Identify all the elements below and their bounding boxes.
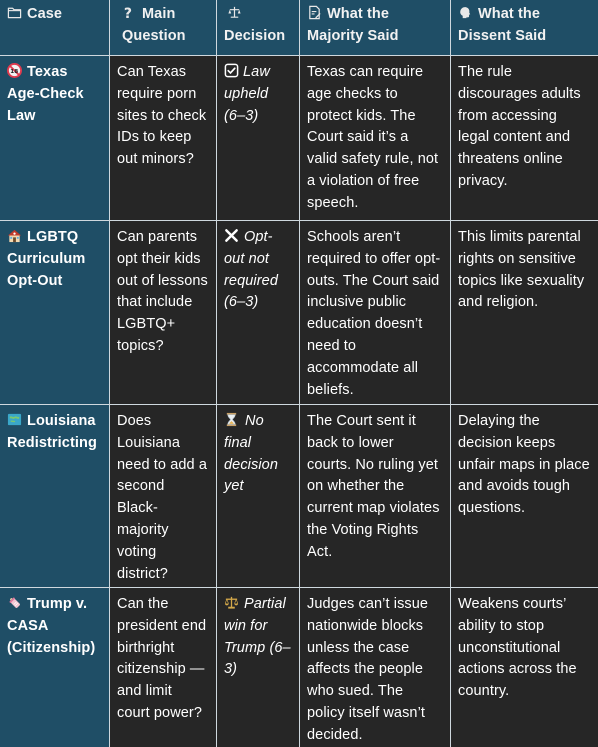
- hourglass-icon: [224, 412, 239, 427]
- decision-text: Partial win for Trump (6–3): [224, 596, 291, 678]
- question-cell: Does Louisiana need to add a second Black-majority voting district?: [110, 405, 217, 587]
- header-dissent-line1: What the: [478, 6, 541, 22]
- question-cell: Can the president end birthright citizenship — and limit court power?: [110, 588, 217, 747]
- majority-cell: Texas can require age checks to protect kids. The Court said it’s a valid safety rule, not a violation of free speech.: [300, 56, 451, 220]
- header-majority-line2: Majority Said: [307, 28, 399, 44]
- decision-cell: [217, 588, 300, 747]
- question-mark-icon: [122, 5, 137, 20]
- scales-icon: [224, 595, 239, 610]
- header-dissent-line2: Dissent Said: [458, 28, 547, 44]
- svg-text:?: ?: [123, 6, 133, 20]
- document-pen-icon: [307, 5, 322, 20]
- dissent-cell: This limits parental rights on sensitive topics like sexuality and religion.: [458, 229, 585, 311]
- majority-cell: The Court sent it back to lower courts. No ruling yet on whether the current map violates the Voting Rights Act.: [300, 405, 451, 587]
- no-under-18-icon: [7, 63, 22, 78]
- svg-text:18: 18: [10, 68, 19, 75]
- question-cell: Can parents opt their kids out of lessons that include LGBTQ+ topics?: [110, 221, 217, 404]
- header-case-label: Case: [27, 6, 63, 22]
- school-icon: [7, 228, 22, 243]
- case-name: Trump v. CASA (Citizenship): [7, 596, 96, 656]
- case-cell: [0, 405, 110, 587]
- dissent-cell: Weakens courts’ ability to stop unconstitutional actions across the country.: [458, 596, 577, 700]
- header-question: [110, 0, 217, 55]
- question-cell: Can Texas require porn sites to check IDs to keep out minors?: [110, 56, 217, 220]
- case-name: Texas Age-Check Law: [7, 64, 84, 124]
- cross-mark-icon: [224, 228, 239, 243]
- map-icon: [7, 412, 22, 427]
- case-name: LGBTQ Curriculum Opt-Out: [7, 229, 86, 289]
- header-dissent: [451, 0, 598, 55]
- decision-text: Law upheld (6–3): [224, 64, 270, 124]
- case-cell: [0, 56, 110, 220]
- header-case: [0, 0, 110, 55]
- header-decision-label: Decision: [224, 28, 286, 44]
- folder-icon: [7, 5, 22, 20]
- check-box-icon: [224, 63, 239, 78]
- header-question-line1: Main: [142, 6, 176, 22]
- dissent-cell: The rule discourages adults from accessing legal content and threatens online privacy.: [458, 64, 581, 189]
- scales-icon: [227, 5, 242, 20]
- header-decision: [217, 0, 300, 55]
- table-row: [0, 221, 598, 405]
- decision-cell: [217, 56, 300, 220]
- majority-cell: Judges can’t issue nationwide blocks unless the case affects the people who sued. The policy itself wasn’t decided.: [300, 588, 451, 747]
- decision-text: Opt-out not required (6–3): [224, 229, 278, 311]
- dissent-cell: Delaying the decision keeps unfair maps in place and avoids tough questions.: [458, 413, 590, 517]
- table-row: [0, 405, 598, 588]
- decision-cell: [217, 405, 300, 587]
- decision-cell: [217, 221, 300, 404]
- decision-text: No final decision yet: [224, 413, 278, 495]
- table-row: [0, 588, 598, 747]
- header-majority-line1: What the: [327, 6, 390, 22]
- speaking-head-icon: [458, 5, 473, 20]
- baby-bottle-icon: [7, 595, 22, 610]
- case-cell: [0, 588, 110, 747]
- case-cell: [0, 221, 110, 404]
- header-majority: [300, 0, 451, 55]
- table-header: [0, 0, 598, 56]
- majority-cell: Schools aren’t required to offer opt-outs. The Court said inclusive public education doesn’t need to accommodate all beliefs.: [300, 221, 451, 404]
- case-name: Louisiana Redistricting: [7, 413, 97, 451]
- header-question-line2: Question: [122, 28, 186, 44]
- table-row: [0, 56, 598, 221]
